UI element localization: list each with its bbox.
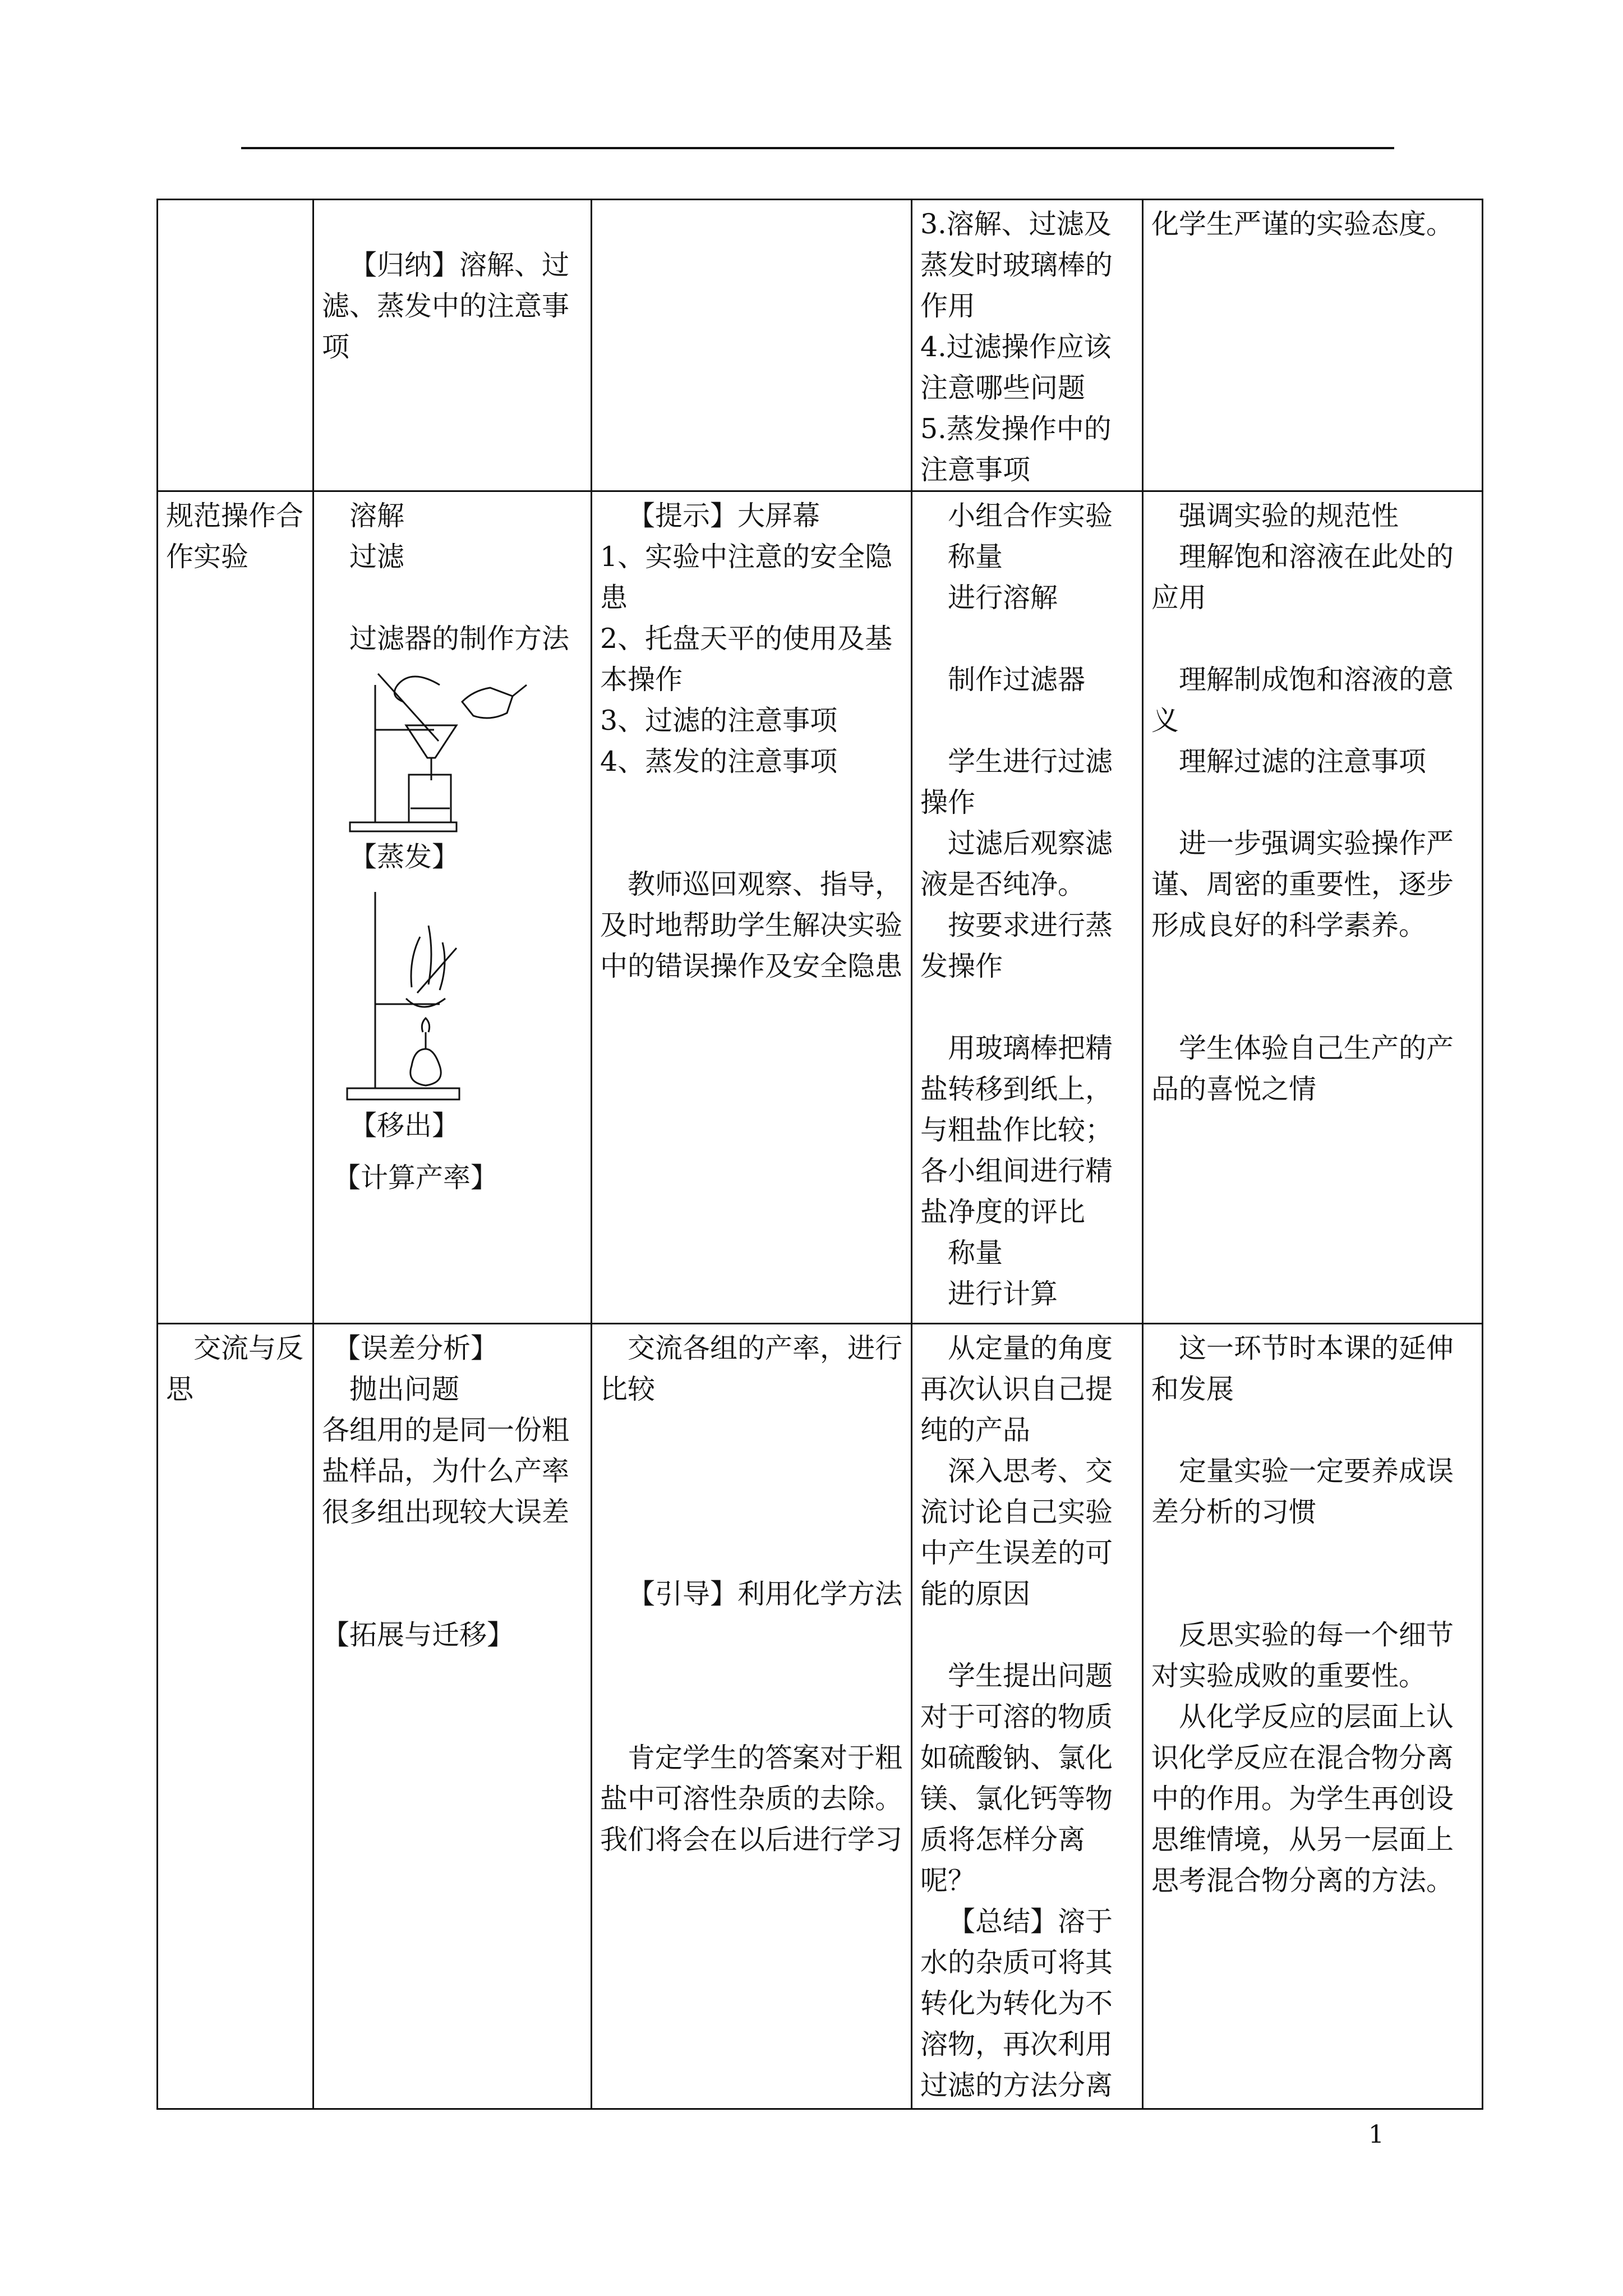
teacher-cell xyxy=(592,1324,912,2109)
list-item: 各组用的是同一份粗盐样品，为什么产率很多组出现较大误差 xyxy=(322,1414,570,1528)
list-item: 进行计算 xyxy=(948,1278,1058,1310)
list-item: 【蒸发】 xyxy=(349,841,460,873)
list-item: 溶解 xyxy=(349,500,405,532)
evaporation-apparatus-figure xyxy=(344,881,479,1105)
list-item: 过滤器的制作方法 xyxy=(349,623,570,655)
list-item: 肯定学生的答案对于粗盐中可溶性杂质的去除。我们将会在以后进行学习 xyxy=(600,1742,903,1856)
list-item: 4、蒸发的注意事项 xyxy=(600,746,838,777)
list-item: 反思实验的每一个细节对实验成败的重要性。 xyxy=(1151,1619,1454,1692)
list-item: 3.溶解、过滤及蒸发时玻璃棒的作用 xyxy=(920,208,1113,322)
filtration-apparatus-figure xyxy=(344,662,529,836)
list-item: 学生进行过滤操作 xyxy=(920,746,1113,818)
intent-cell xyxy=(1143,200,1483,491)
list-item: 2、托盘天平的使用及基本操作 xyxy=(600,623,893,696)
stage-cell xyxy=(158,200,313,491)
list-item: 【引导】利用化学方法 xyxy=(628,1578,903,1610)
summary-text: 【归纳】溶解、过滤、蒸发中的注意事项 xyxy=(322,249,570,363)
list-item: 【计算产率】 xyxy=(333,1162,499,1194)
content-cell xyxy=(313,200,592,491)
table-row xyxy=(158,200,1483,491)
list-item: 5.蒸发操作中的注意事项 xyxy=(920,413,1112,486)
list-item: 强调实验的规范性 xyxy=(1179,500,1399,532)
stage-cell xyxy=(158,1324,313,2109)
list-item: 【提示】大屏幕 xyxy=(628,500,820,532)
list-item: 抛出问题 xyxy=(349,1373,460,1405)
header-rule xyxy=(241,147,1394,149)
list-item: 过滤后观察滤液是否纯净。 xyxy=(920,827,1113,900)
list-item: 从定量的角度再次认识自己提纯的产品 xyxy=(920,1332,1113,1446)
list-item: 称量 xyxy=(948,1237,1003,1269)
list-item: 4.过滤操作应该注意哪些问题 xyxy=(920,331,1112,404)
list-item: 【误差分析】 xyxy=(333,1332,499,1364)
table-row xyxy=(158,1324,1483,2109)
student-cell xyxy=(912,491,1143,1324)
list-item: 【移出】 xyxy=(349,1110,460,1142)
list-item: 进行溶解 xyxy=(948,582,1058,614)
list-item: 学生提出问题对于可溶的物质如硫酸钠、氯化镁、氯化钙等物质将怎样分离呢？ xyxy=(920,1660,1113,1897)
list-item: 小组合作实验 xyxy=(948,500,1113,532)
list-item: 【总结】溶于水的杂质可将其转化为转化为不溶物，再次利用过滤的方法分离 xyxy=(920,1906,1113,2101)
list-item: 用玻璃棒把精盐转移到纸上，与粗盐作比较；各小组间进行精盐净度的评比 xyxy=(920,1032,1113,1228)
intent-cell xyxy=(1143,491,1483,1324)
list-item: 深入思考、交流讨论自己实验中产生误差的可能的原因 xyxy=(920,1455,1113,1610)
content-cell xyxy=(313,1324,592,2109)
list-item: 理解制成饱和溶液的意义 xyxy=(1151,664,1454,737)
student-cell xyxy=(912,1324,1143,2109)
list-item: 【拓展与迁移】 xyxy=(322,1619,515,1651)
teacher-cell xyxy=(592,200,912,491)
lesson-plan-table xyxy=(156,199,1483,2110)
teacher-cell xyxy=(592,491,912,1324)
stage-label: 交流与反思 xyxy=(166,1332,304,1405)
stage-label: 规范操作合作实验 xyxy=(166,500,304,573)
list-item: 定量实验一定要养成误差分析的习惯 xyxy=(1151,1455,1454,1528)
list-item: 教师巡回观察、指导，及时地帮助学生解决实验中的错误操作及安全隐患 xyxy=(600,868,903,982)
table-row xyxy=(158,491,1483,1324)
list-item: 进一步强调实验操作严谨、周密的重要性，逐步形成良好的科学素养。 xyxy=(1151,827,1454,941)
list-item: 理解过滤的注意事项 xyxy=(1179,746,1427,777)
content-cell xyxy=(313,491,592,1324)
list-item: 化学生严谨的实验态度。 xyxy=(1151,208,1454,240)
page-number: 1 xyxy=(1368,2120,1384,2149)
list-item: 1、实验中注意的安全隐患 xyxy=(600,541,893,614)
list-item: 3、过滤的注意事项 xyxy=(600,705,838,737)
list-item: 理解饱和溶液在此处的应用 xyxy=(1151,541,1454,614)
list-item: 从化学反应的层面上认识化学反应在混合物分离中的作用。为学生再创设思维情境，从另一层面上思考混合物分离的方法。 xyxy=(1151,1701,1454,1897)
list-item: 称量 xyxy=(948,541,1003,573)
list-item: 按要求进行蒸发操作 xyxy=(920,909,1113,982)
stage-cell xyxy=(158,491,313,1324)
list-item: 学生体验自己生产的产品的喜悦之情 xyxy=(1151,1032,1454,1105)
list-item: 制作过滤器 xyxy=(948,664,1086,696)
list-item: 过滤 xyxy=(349,541,405,573)
intent-cell xyxy=(1143,1324,1483,2109)
student-cell xyxy=(912,200,1143,491)
list-item: 这一环节时本课的延伸和发展 xyxy=(1151,1332,1454,1405)
list-item: 交流各组的产率，进行比较 xyxy=(600,1332,903,1405)
